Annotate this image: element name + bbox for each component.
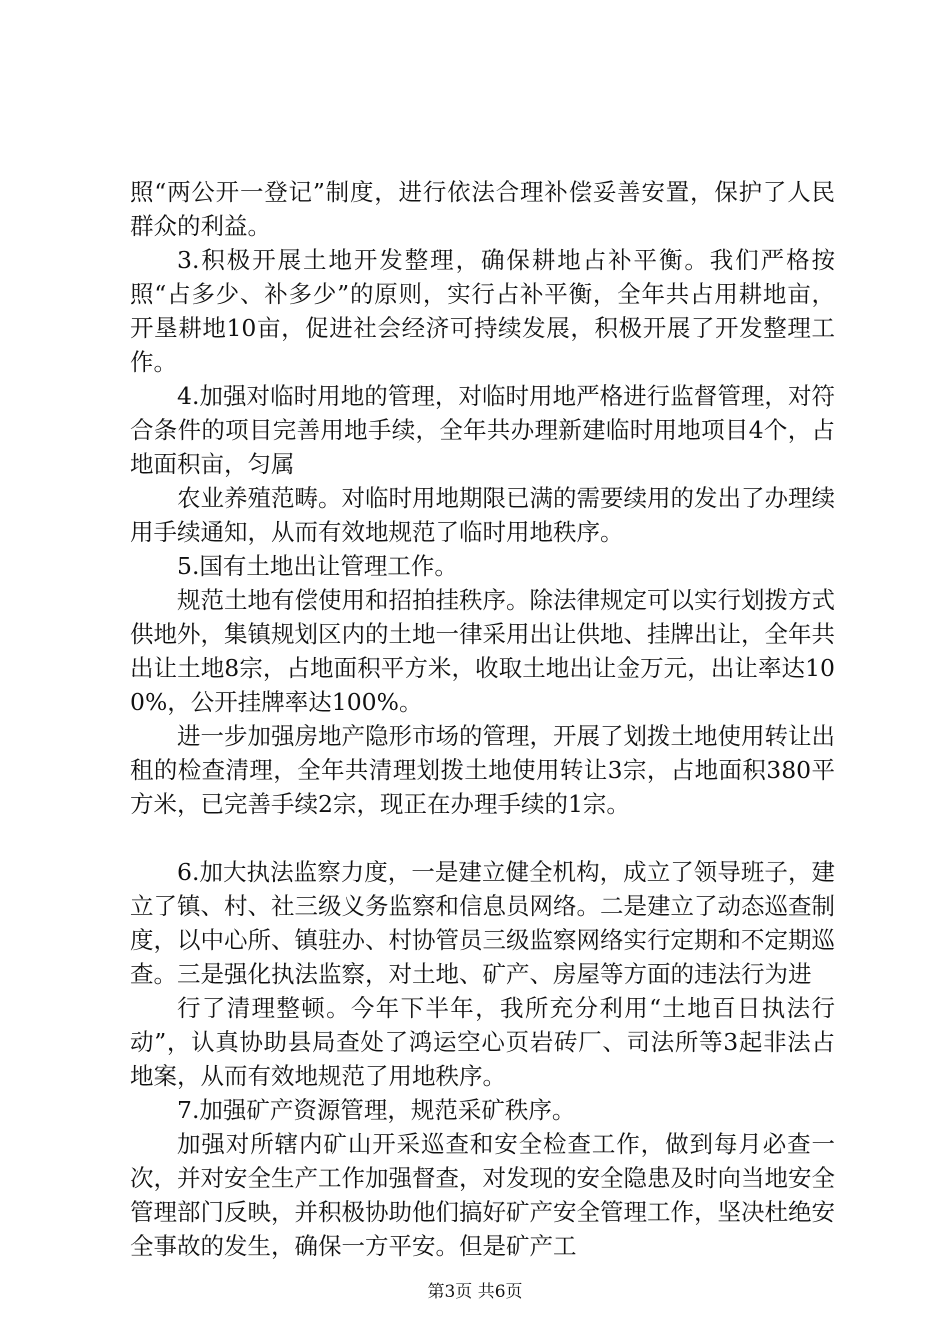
paragraph-item-5-heading: 5.国有土地出让管理工作。 xyxy=(177,552,458,580)
page-footer xyxy=(0,1281,950,1303)
paragraph-real-estate-market: 进一步加强房地产隐形市场的管理，开展了划拨土地使用转让出租的检查清理，全年共清理划拨土地使用转让3宗，占地面积380平方米，已完善手续2宗，现正在办理手续的1宗。 xyxy=(130,722,835,818)
paragraph-item-4-temporary-land: 4.加强对临时用地的管理，对临时用地严格进行监督管理，对符合条件的项目完善用地手续，全年共办理新建临时用地项目4个，占地面积亩，匀属 xyxy=(130,382,835,478)
paragraph-item-6-continued: 行了清理整顿。今年下半年，我所充分利用“土地百日执法行动”，认真协助县局查处了鸿运空心页岩砖厂、司法所等3起非法占地案，从而有效地规范了用地秩序。 xyxy=(130,994,835,1090)
paragraph-item-6-enforcement: 6.加大执法监察力度，一是建立健全机构，成立了领导班子，建立了镇、村、社三级义务监察和信息员网络。二是建立了动态巡查制度，以中心所、镇驻办、村协管员三级监察网络实行定期和不定期巡查。三是强化执法监察，对土地、矿产、房屋等方面的违法行为进 xyxy=(130,858,835,988)
paragraph-item-3-land-development: 3.积极开展土地开发整理，确保耕地占补平衡。我们严格按照“占多少、补多少”的原则，实行占补平衡，全年共占用耕地亩，开垦耕地10亩，促进社会经济可持续发展，积极开展了开发整理工作。 xyxy=(130,246,835,376)
paragraph-compensation: 照“两公开一登记”制度，进行依法合理补偿妥善安置，保护了人民群众的利益。 xyxy=(130,178,835,240)
paragraph-item-5-transfer: 规范土地有偿使用和招拍挂秩序。除法律规定可以实行划拨方式供地外，集镇规划区内的土地一律采用出让供地、挂牌出让，全年共出让土地8宗，占地面积平方米，收取土地出让金万元，出让率达100%，公开挂牌率达100%。 xyxy=(130,586,835,716)
document-body xyxy=(130,175,835,1263)
paragraph-item-7-heading: 7.加强矿产资源管理，规范采矿秩序。 xyxy=(177,1096,576,1124)
paragraph-item-4-continued: 农业养殖范畴。对临时用地期限已满的需要续用的发出了办理续用手续通知，从而有效地规范了临时用地秩序。 xyxy=(130,484,835,546)
page-number-label: 第3页 共6页 xyxy=(427,1282,523,1302)
paragraph-item-7-mining-safety: 加强对所辖内矿山开采巡查和安全检查工作，做到每月必查一次，并对安全生产工作加强督查，对发现的安全隐患及时向当地安全管理部门反映，并积极协助他们搞好矿产安全管理工作，坚决杜绝安全事故的发生，确保一方平安。但是矿产工 xyxy=(130,1130,835,1260)
